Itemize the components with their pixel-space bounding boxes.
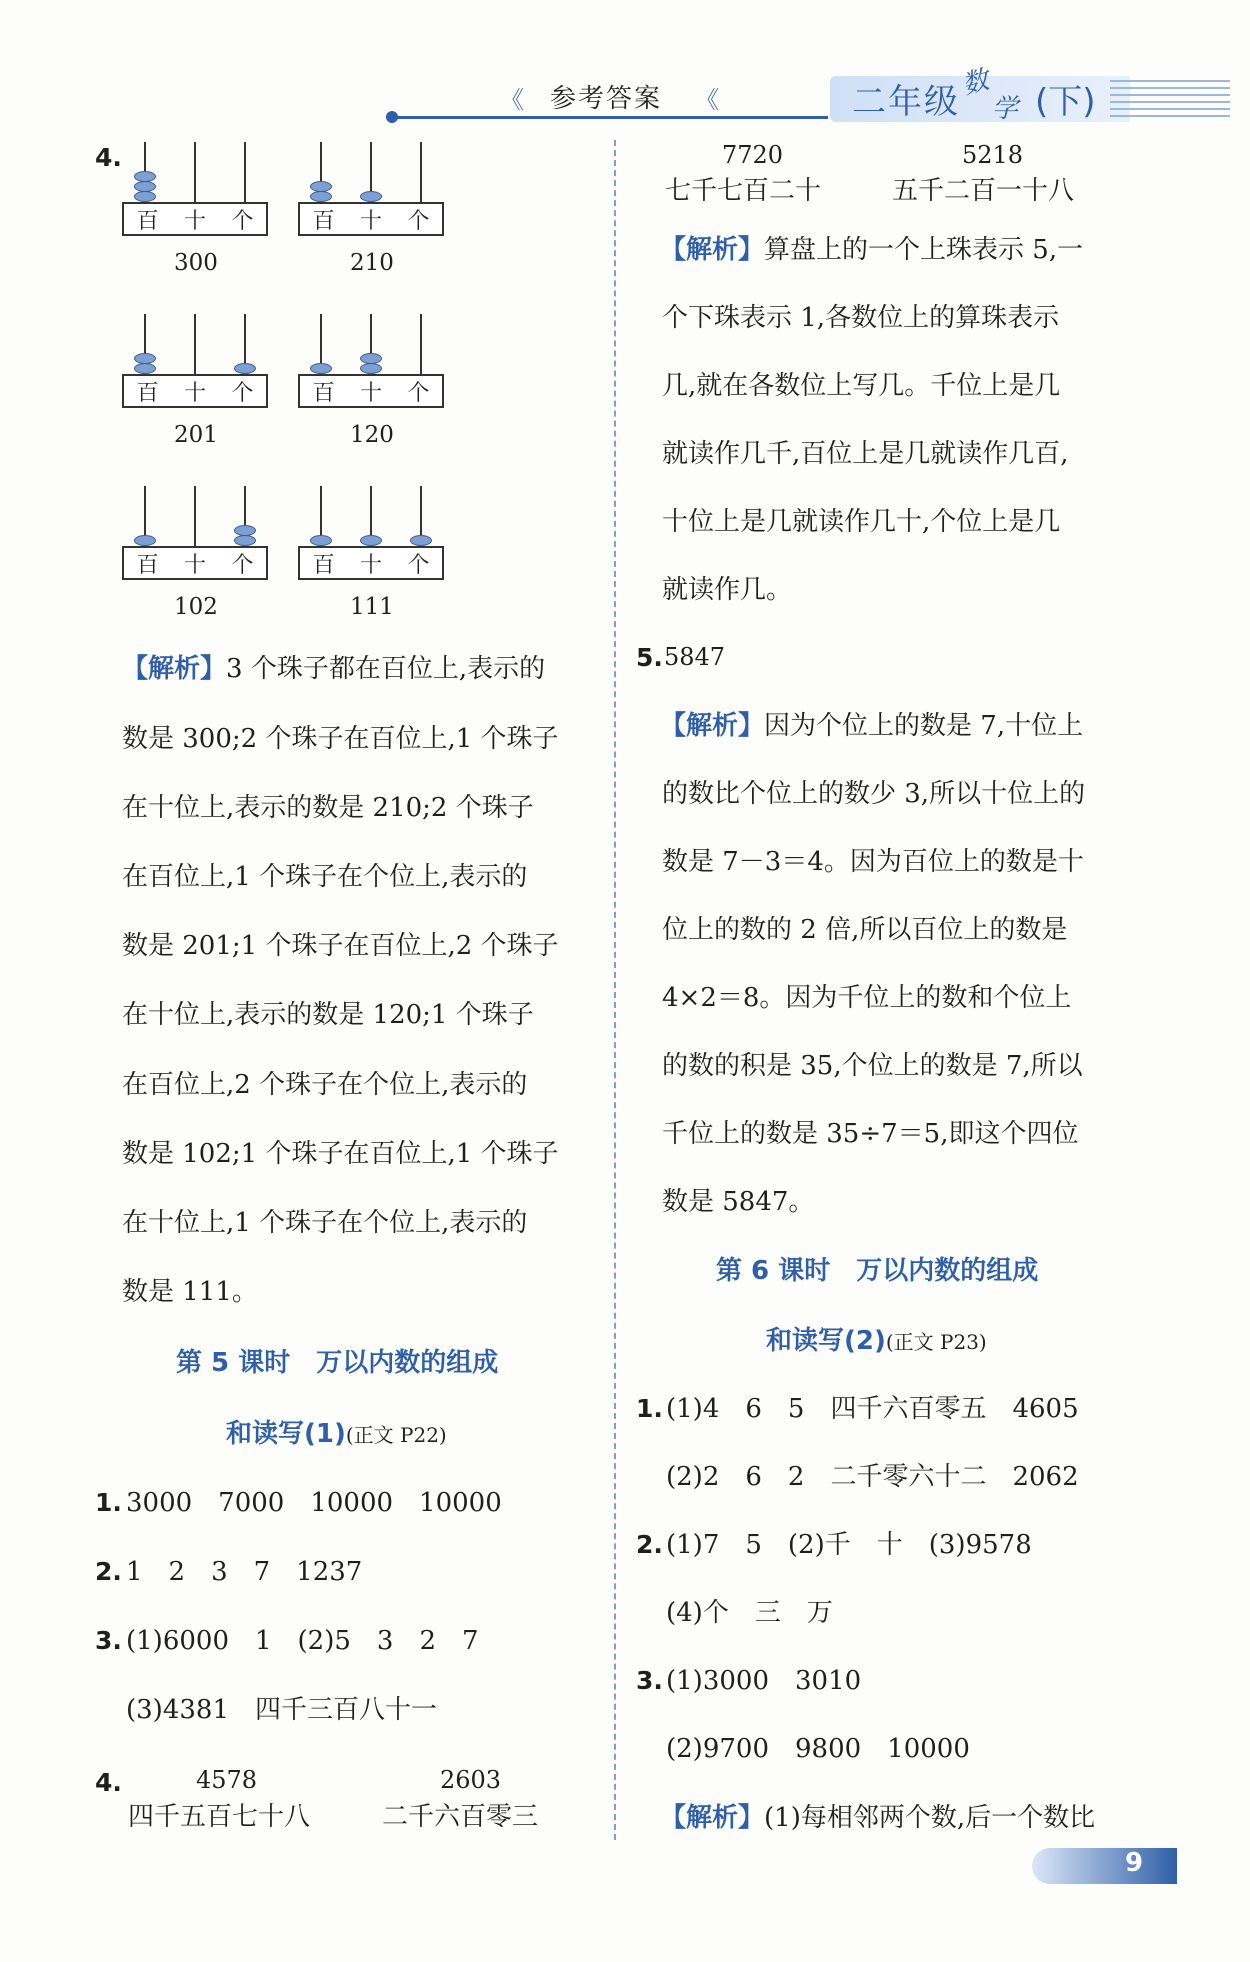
abacus-bead [234,535,256,546]
header-rule [392,116,828,119]
analysis-line: 【解析】(1)每相邻两个数,后一个数比 [660,1803,1096,1833]
page-ref: (正文 P23) [885,1330,987,1354]
place-label: 十 [183,552,206,578]
abacus-bead [410,535,432,546]
abacus-bead [134,171,156,182]
section-subtitle: 和读写(1)(正文 P22) [226,1419,447,1449]
analysis-line: 就读作几千,百位上是几就读作几百, [662,439,1069,469]
abacus-value: 300 [174,250,218,276]
abacus [122,486,272,596]
chevron-right-icon: 《 [695,86,719,114]
abacus-bead [134,363,156,374]
analysis-tag: 【解析】 [660,235,765,265]
place-label: 十 [183,380,206,406]
page-number-badge [1032,1848,1177,1884]
abacus-frame [122,374,268,408]
answer-text: 五千二百一十八 [892,176,1075,206]
page-title: 参考答案 [550,84,663,114]
place-label: 个 [231,552,254,578]
abacus-bead [360,191,382,202]
subject-label: 数 [959,65,993,101]
page-number: 9 [1125,1848,1144,1878]
analysis-line: 个下珠表示 1,各数位上的算珠表示 [662,303,1060,333]
analysis-line: 在十位上,表示的数是 120;1 个珠子 [122,1000,534,1030]
place-label: 十 [359,380,382,406]
column-divider [614,140,616,1840]
grade-label: 二年级 [852,82,960,122]
abacus [298,142,448,252]
answer-text: (4)个 三 万 [666,1598,833,1628]
analysis-line: 几,就在各数位上写几。千位上是几 [662,371,1061,401]
analysis-tag: 【解析】 [122,654,227,684]
abacus-value: 111 [350,594,394,620]
place-label: 百 [312,208,335,234]
question-number: 4. [95,1768,122,1797]
question-number: 3. [95,1626,122,1655]
chevron-left-icon: 《 [500,86,524,114]
header-dot [386,111,398,123]
abacus-bead [234,525,256,536]
place-label: 十 [183,208,206,234]
analysis-line: 【解析】算盘上的一个上珠表示 5,一 [660,235,1084,265]
analysis-line: 数是 102;1 个珠子在百位上,1 个珠子 [122,1139,559,1169]
analysis-line: 在十位上,1 个珠子在个位上,表示的 [122,1208,528,1238]
place-label: 百 [136,208,159,234]
abacus-frame [298,202,444,236]
answer-text: (2)2 6 2 二千零六十二 2062 [666,1462,1079,1492]
section-subtitle: 和读写(2)(正文 P23) [766,1326,987,1356]
abacus-rod [194,314,196,374]
abacus-value: 201 [174,422,218,448]
abacus-value: 210 [350,250,394,276]
answer-text: 四千五百七十八 [128,1802,311,1832]
place-label: 百 [312,552,335,578]
answer-text: 二千六百零三 [382,1802,539,1832]
answer-number: 4578 [196,1766,258,1794]
abacus-bead [360,363,382,374]
question-number: 4. [95,143,122,172]
banner-stripes [1110,80,1230,118]
abacus-rod [420,314,422,374]
answer-text: (2)9700 9800 10000 [666,1734,970,1764]
answer-text: 3000 7000 10000 10000 [126,1488,502,1518]
abacus-frame [122,202,268,236]
term-label: (下) [1035,82,1096,122]
analysis-line: 在百位上,2 个珠子在个位上,表示的 [122,1070,528,1100]
question-number: 2. [636,1530,663,1559]
section-title: 第 5 课时 万以内数的组成 [176,1348,499,1378]
answer-number: 5847 [664,643,726,671]
section-title: 第 6 课时 万以内数的组成 [716,1256,1039,1286]
answer-number: 7720 [722,141,784,169]
place-label: 个 [231,380,254,406]
answer-text: (1)6000 1 (2)5 3 2 7 [126,1626,479,1656]
answer-text: (1)3000 3010 [666,1666,862,1696]
abacus-bead [360,535,382,546]
place-label: 十 [359,208,382,234]
answer-number: 2603 [440,1766,502,1794]
question-number: 5. [636,643,663,672]
place-label: 个 [231,208,254,234]
analysis-line: 在十位上,表示的数是 210;2 个珠子 [122,793,534,823]
analysis-line: 的数的积是 35,个位上的数是 7,所以 [662,1051,1083,1081]
place-label: 个 [407,208,430,234]
abacus-bead [234,363,256,374]
abacus-bead [310,535,332,546]
place-label: 十 [359,552,382,578]
place-label: 百 [312,380,335,406]
answer-number: 5218 [962,141,1024,169]
analysis-line: 位上的数的 2 倍,所以百位上的数是 [662,915,1068,945]
abacus [298,314,448,424]
abacus-frame [298,546,444,580]
abacus-rod [194,142,196,202]
analysis-line: 数是 300;2 个珠子在百位上,1 个珠子 [122,724,559,754]
answer-text: 1 2 3 7 1237 [126,1557,363,1587]
abacus-bead [134,191,156,202]
question-number: 2. [95,1557,122,1586]
place-label: 个 [407,552,430,578]
analysis-line: 千位上的数是 35÷7＝5,即这个四位 [662,1119,1079,1149]
question-number: 1. [95,1488,122,1517]
analysis-line: 数是 7－3＝4。因为百位上的数是十 [662,847,1084,877]
abacus-rod [194,486,196,546]
analysis-line: 数是 5847。 [662,1187,815,1217]
analysis-line: 【解析】3 个珠子都在百位上,表示的 [122,654,546,684]
abacus [298,486,448,596]
abacus-frame [298,374,444,408]
abacus-value: 120 [350,422,394,448]
abacus-bead [134,535,156,546]
analysis-tag: 【解析】 [660,1803,765,1833]
analysis-line: 【解析】因为个位上的数是 7,十位上 [660,711,1084,741]
place-label: 百 [136,552,159,578]
analysis-line: 的数比个位上的数少 3,所以十位上的 [662,779,1086,809]
abacus [122,314,272,424]
question-number: 3. [636,1666,663,1695]
abacus-bead [310,363,332,374]
analysis-tag: 【解析】 [660,711,765,741]
question-number: 1. [636,1394,663,1423]
abacus-bead [134,181,156,192]
abacus-value: 102 [174,594,218,620]
abacus-bead [310,181,332,192]
subject-label-2: 学 [992,94,1019,124]
answer-text: (3)4381 四千三百八十一 [126,1695,437,1725]
analysis-line: 数是 201;1 个珠子在百位上,2 个珠子 [122,931,559,961]
abacus [122,142,272,252]
analysis-line: 数是 111。 [122,1277,258,1307]
abacus-rod [420,142,422,202]
abacus-bead [310,191,332,202]
analysis-line: 就读作几。 [662,575,793,605]
abacus-rod [244,142,246,202]
place-label: 个 [407,380,430,406]
answer-text: (1)7 5 (2)千 十 (3)9578 [666,1530,1032,1560]
abacus-bead [360,353,382,364]
abacus-bead [134,353,156,364]
analysis-line: 在百位上,1 个珠子在个位上,表示的 [122,862,528,892]
answer-text: (1)4 6 5 四千六百零五 4605 [666,1394,1079,1424]
analysis-line: 十位上是几就读作几十,个位上是几 [662,507,1061,537]
answer-text: 七千七百二十 [665,176,822,206]
place-label: 百 [136,380,159,406]
page-ref: (正文 P22) [345,1423,447,1447]
abacus-frame [122,546,268,580]
analysis-line: 4×2＝8。因为千位上的数和个位上 [662,983,1072,1013]
